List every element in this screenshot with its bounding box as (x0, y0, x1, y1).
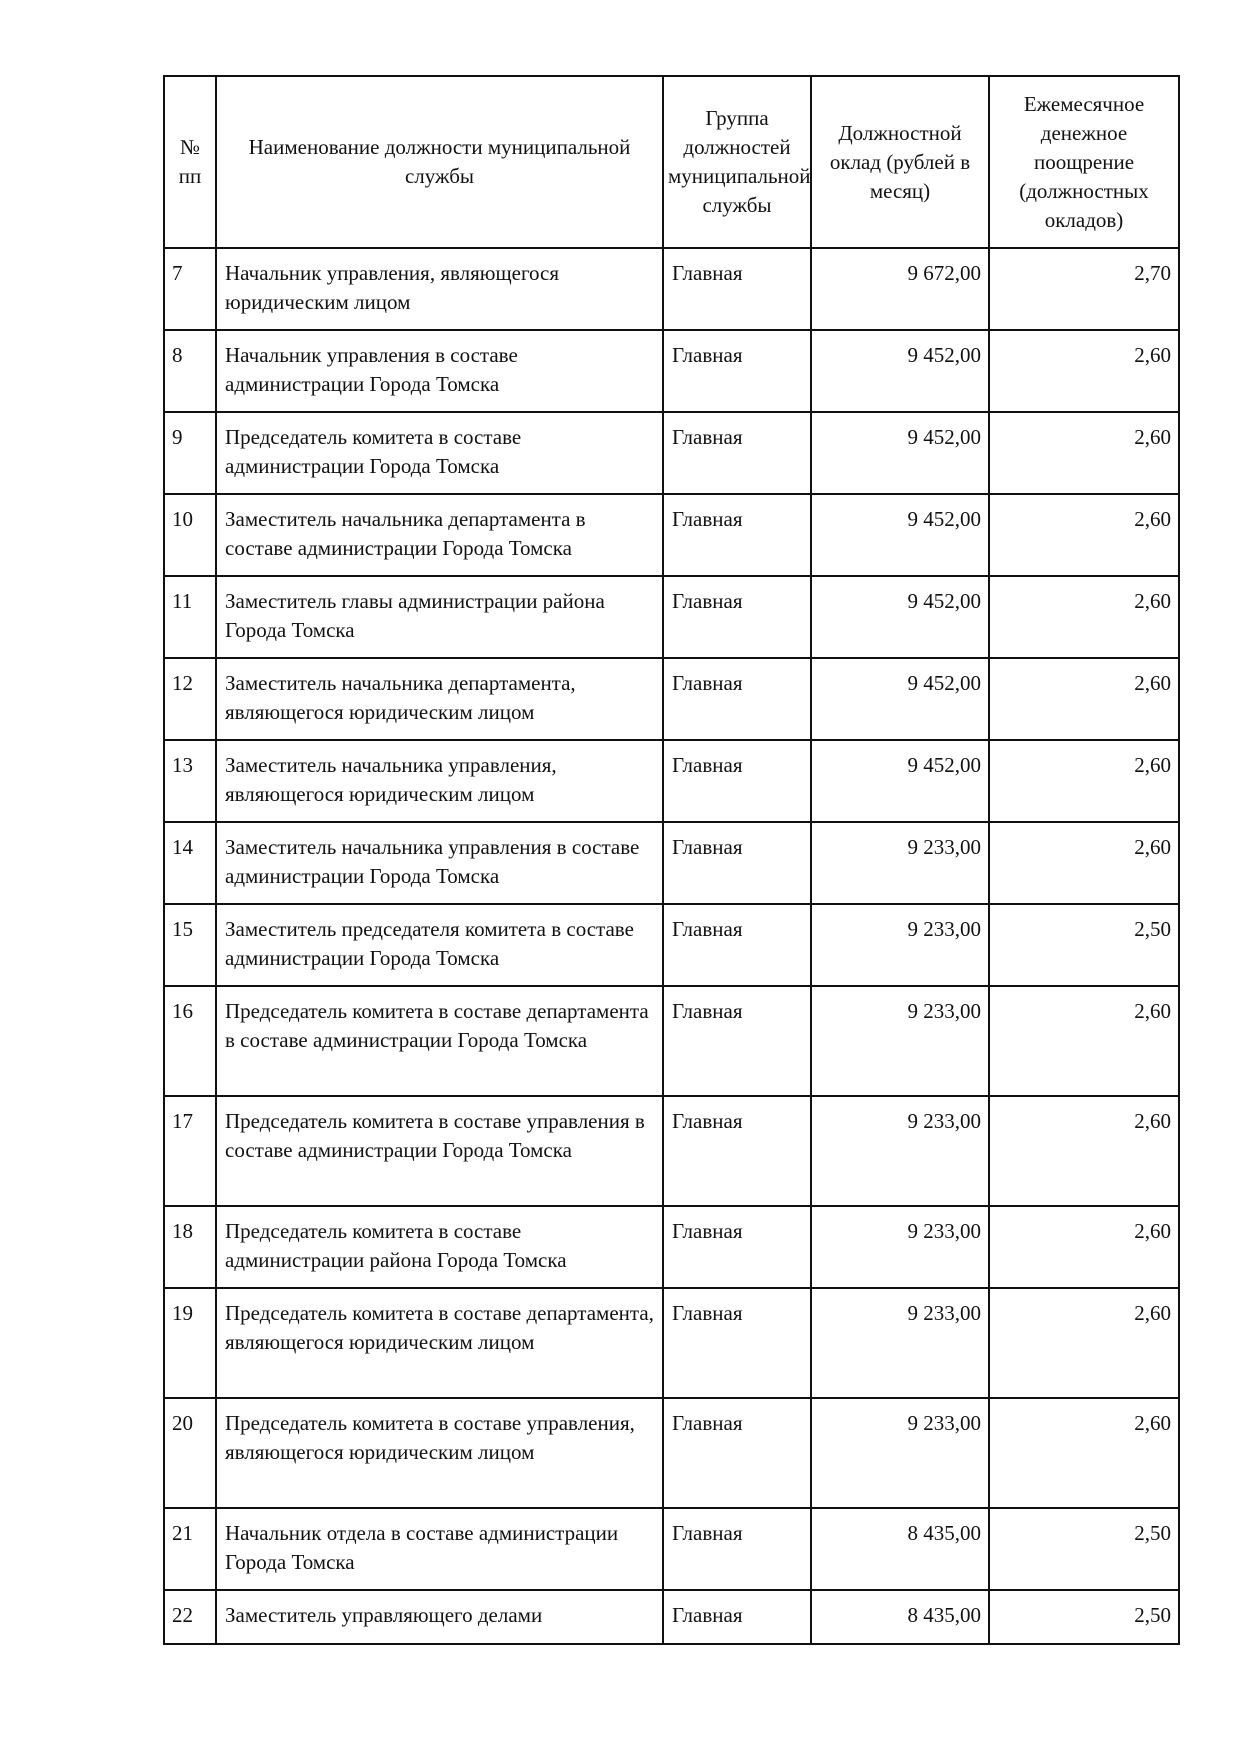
row-num: 16 (164, 986, 216, 1096)
row-num: 20 (164, 1398, 216, 1508)
salary-table (163, 75, 1180, 1645)
row-bonus: 2,60 (989, 330, 1179, 412)
row-num: 14 (164, 822, 216, 904)
row-group: Главная (663, 576, 811, 658)
row-salary: 9 452,00 (811, 740, 989, 822)
row-position-name: Председатель комитета в составе департамента, являющегося юридическим лицом (216, 1288, 663, 1398)
row-group: Главная (663, 740, 811, 822)
row-num: 7 (164, 248, 216, 330)
row-position-name: Заместитель начальника департамента в составе администрации Города Томска (216, 494, 663, 576)
row-position-name: Начальник отдела в составе администрации Города Томска (216, 1508, 663, 1590)
row-position-name: Заместитель главы администрации района Города Томска (216, 576, 663, 658)
row-group: Главная (663, 822, 811, 904)
row-salary: 9 672,00 (811, 248, 989, 330)
header-group: Группа должностей муниципальной службы (663, 76, 811, 248)
row-salary: 9 233,00 (811, 1096, 989, 1206)
row-bonus: 2,60 (989, 658, 1179, 740)
row-group: Главная (663, 248, 811, 330)
row-num: 13 (164, 740, 216, 822)
table-row (164, 1288, 1179, 1398)
row-bonus: 2,50 (989, 1508, 1179, 1590)
header-salary: Должностной оклад (рублей в месяц) (811, 76, 989, 248)
table-row (164, 904, 1179, 986)
row-bonus: 2,50 (989, 904, 1179, 986)
row-num: 22 (164, 1590, 216, 1644)
row-position-name: Председатель комитета в составе администрации района Города Томска (216, 1206, 663, 1288)
row-salary: 9 452,00 (811, 412, 989, 494)
row-bonus: 2,60 (989, 494, 1179, 576)
row-group: Главная (663, 986, 811, 1096)
table-row (164, 576, 1179, 658)
row-salary: 9 233,00 (811, 1288, 989, 1398)
header-num: № пп (164, 76, 216, 248)
row-group: Главная (663, 1288, 811, 1398)
row-bonus: 2,60 (989, 986, 1179, 1096)
row-bonus: 2,60 (989, 822, 1179, 904)
row-bonus: 2,70 (989, 248, 1179, 330)
table-row (164, 822, 1179, 904)
row-position-name: Начальник управления в составе администрации Города Томска (216, 330, 663, 412)
table-row (164, 986, 1179, 1096)
row-num: 11 (164, 576, 216, 658)
row-bonus: 2,60 (989, 1206, 1179, 1288)
row-num: 18 (164, 1206, 216, 1288)
row-position-name: Председатель комитета в составе департамента в составе администрации Города Томска (216, 986, 663, 1096)
table-row (164, 1398, 1179, 1508)
row-position-name: Председатель комитета в составе управления в составе администрации Города Томска (216, 1096, 663, 1206)
row-num: 8 (164, 330, 216, 412)
row-bonus: 2,60 (989, 1398, 1179, 1508)
table-row (164, 330, 1179, 412)
table-row (164, 1206, 1179, 1288)
row-position-name: Заместитель начальника управления, являющегося юридическим лицом (216, 740, 663, 822)
table-header-row (164, 76, 1179, 248)
row-salary: 9 452,00 (811, 658, 989, 740)
row-bonus: 2,60 (989, 740, 1179, 822)
table-row (164, 1590, 1179, 1644)
row-group: Главная (663, 330, 811, 412)
header-bonus: Ежемесячное денежное поощрение (должностных окладов) (989, 76, 1179, 248)
row-position-name: Председатель комитета в составе управления, являющегося юридическим лицом (216, 1398, 663, 1508)
row-group: Главная (663, 904, 811, 986)
table-row (164, 248, 1179, 330)
row-salary: 9 233,00 (811, 1398, 989, 1508)
header-position-name: Наименование должности муниципальной службы (216, 76, 663, 248)
row-num: 12 (164, 658, 216, 740)
row-group: Главная (663, 1398, 811, 1508)
row-salary: 9 233,00 (811, 822, 989, 904)
row-group: Главная (663, 658, 811, 740)
row-salary: 9 452,00 (811, 330, 989, 412)
row-bonus: 2,60 (989, 412, 1179, 494)
table-row (164, 740, 1179, 822)
row-position-name: Заместитель председателя комитета в составе администрации Города Томска (216, 904, 663, 986)
row-bonus: 2,60 (989, 1288, 1179, 1398)
row-bonus: 2,50 (989, 1590, 1179, 1644)
table-row (164, 658, 1179, 740)
table-row (164, 1096, 1179, 1206)
row-group: Главная (663, 1096, 811, 1206)
row-salary: 9 452,00 (811, 494, 989, 576)
row-salary: 9 233,00 (811, 1206, 989, 1288)
row-num: 21 (164, 1508, 216, 1590)
row-num: 17 (164, 1096, 216, 1206)
table-row (164, 1508, 1179, 1590)
row-group: Главная (663, 1206, 811, 1288)
row-num: 19 (164, 1288, 216, 1398)
row-bonus: 2,60 (989, 1096, 1179, 1206)
row-num: 9 (164, 412, 216, 494)
row-num: 10 (164, 494, 216, 576)
row-group: Главная (663, 1508, 811, 1590)
row-position-name: Заместитель управляющего делами (216, 1590, 663, 1644)
table-row (164, 412, 1179, 494)
row-position-name: Заместитель начальника управления в составе администрации Города Томска (216, 822, 663, 904)
row-group: Главная (663, 494, 811, 576)
table-row (164, 494, 1179, 576)
row-bonus: 2,60 (989, 576, 1179, 658)
row-position-name: Председатель комитета в составе администрации Города Томска (216, 412, 663, 494)
row-salary: 8 435,00 (811, 1508, 989, 1590)
row-salary: 9 233,00 (811, 986, 989, 1096)
row-group: Главная (663, 412, 811, 494)
row-salary: 9 452,00 (811, 576, 989, 658)
row-salary: 9 233,00 (811, 904, 989, 986)
row-salary: 8 435,00 (811, 1590, 989, 1644)
row-group: Главная (663, 1590, 811, 1644)
row-position-name: Начальник управления, являющегося юридическим лицом (216, 248, 663, 330)
row-num: 15 (164, 904, 216, 986)
row-position-name: Заместитель начальника департамента, являющегося юридическим лицом (216, 658, 663, 740)
